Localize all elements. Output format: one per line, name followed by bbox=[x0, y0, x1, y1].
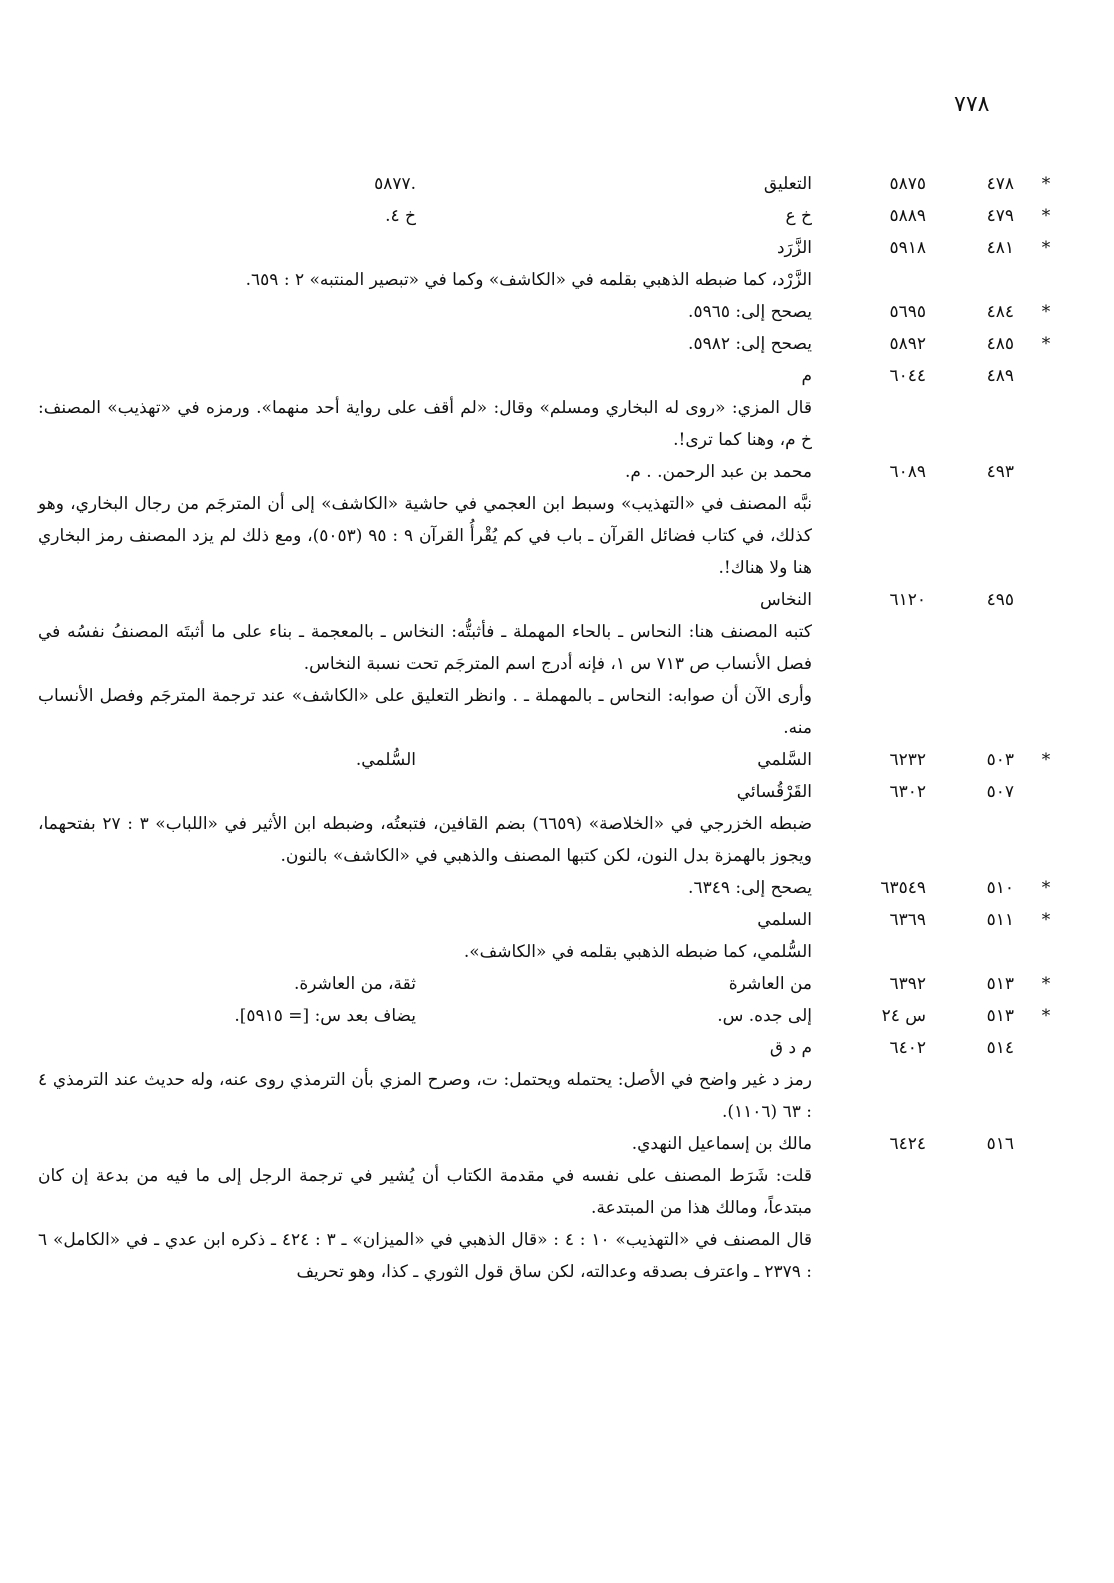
entry-ref: ٥٩١٨ bbox=[889, 238, 926, 258]
entry-src: مالك بن إسماعيل النهدي. bbox=[631, 1134, 812, 1154]
entry-star: * bbox=[1041, 302, 1051, 322]
entry-row bbox=[38, 360, 1058, 392]
entry-star: * bbox=[1041, 1006, 1051, 1026]
entry-row bbox=[38, 776, 1058, 808]
entry-ref: ٥٦٩٥ bbox=[889, 302, 926, 322]
entry-ref: ٦٣٠٢ bbox=[889, 782, 926, 802]
entry-note: رمز د غير واضح في الأصل: يحتمله ويحتمل: ت، وصرح المزي بأن الترمذي روى عنه، وله حديث عند الترمذي ٤ : ٦٣ (١١٠٦). bbox=[38, 1070, 812, 1122]
entry-ref: ٦٠٤٤ bbox=[889, 366, 926, 386]
entry-row bbox=[38, 232, 1058, 264]
entry-star: * bbox=[1041, 238, 1051, 258]
entry-ref: ٦١٢٠ bbox=[889, 590, 926, 610]
entry-corr: يضاف بعد س: [= ٥٩١٥]. bbox=[234, 1006, 416, 1026]
entry-src: يصحح إلى: ٥٩٨٢. bbox=[688, 334, 812, 354]
entry-star: * bbox=[1041, 878, 1051, 898]
entry-src: م د ق bbox=[769, 1038, 812, 1058]
entry-src: يصحح إلى: ٥٩٦٥. bbox=[688, 302, 812, 322]
entry-num: ٤٧٩ bbox=[986, 206, 1014, 226]
entry-note: ضبطه الخزرجي في «الخلاصة» (٦٦٥٩) بضم القافين، فتبعتُه، وضبطه ابن الأثير في «اللباب» ٣ : ٢٧ بفتحهما، ويجوز بالهمزة بدل النون، لكن كتبها المصنف والذهبي في «الكاشف» بالنون. bbox=[38, 814, 812, 866]
entry-row bbox=[38, 904, 1058, 936]
entry-src: يصحح إلى: ٦٣٤٩. bbox=[688, 878, 812, 898]
entry-src: محمد بن عبد الرحمن. . م. bbox=[624, 462, 812, 482]
entry-star: * bbox=[1041, 206, 1051, 226]
entry-num: ٥١١ bbox=[986, 910, 1014, 930]
entry-src: خ ع bbox=[785, 206, 812, 226]
entry-src: السلمي bbox=[757, 910, 812, 930]
entry-ref: ٥٨٩٢ bbox=[889, 334, 926, 354]
entry-row bbox=[38, 872, 1058, 904]
entry-num: ٥١٠ bbox=[986, 878, 1014, 898]
entry-row bbox=[38, 168, 1058, 200]
entry-num: ٤٨١ bbox=[986, 238, 1014, 258]
entry-src: م bbox=[801, 366, 812, 386]
entry-row bbox=[38, 200, 1058, 232]
entry-num: ٥١٦ bbox=[986, 1134, 1014, 1154]
entry-ref: ٦٣٦٩ bbox=[889, 910, 926, 930]
entry-note: وأرى الآن أن صوابه: النحاس ـ بالمهملة ـ . وانظر التعليق على «الكاشف» عند ترجمة المترجَم وفصل الأنساب منه. bbox=[38, 686, 812, 738]
entry-ref: ٥٨٧٥ bbox=[889, 174, 926, 194]
entry-star: * bbox=[1041, 334, 1051, 354]
entry-row bbox=[38, 1032, 1058, 1064]
entry-src: النخاس bbox=[760, 590, 812, 610]
entry-ref: ٦٤٠٢ bbox=[889, 1038, 926, 1058]
entry-num: ٥١٤ bbox=[986, 1038, 1014, 1058]
entry-num: ٤٧٨ bbox=[986, 174, 1014, 194]
entry-src: السَّلمي bbox=[757, 750, 812, 770]
entry-num: ٥٠٣ bbox=[986, 750, 1014, 770]
entry-num: ٤٨٩ bbox=[986, 366, 1014, 386]
entry-ref: س ٢٤ bbox=[881, 1006, 926, 1026]
entry-num: ٥٠٧ bbox=[986, 782, 1014, 802]
entry-num: ٤٩٣ bbox=[986, 462, 1014, 482]
entry-star: * bbox=[1041, 174, 1051, 194]
entry-note: قال المصنف في «التهذيب» ١٠ : ٤ : «قال الذهبي في «الميزان» ـ ٣ : ٤٢٤ ـ ذكره ابن عدي ـ في «الكامل» ٦ : ٢٣٧٩ ـ واعترف بصدقه وعدالته، لكن ساق قول الثوري ـ كذا، وهو تحريف bbox=[38, 1230, 813, 1282]
entry-ref: ٦٤٢٤ bbox=[889, 1134, 926, 1154]
entry-corr: خ ٤. bbox=[385, 206, 416, 226]
entry-src: القَرْقُسائي bbox=[736, 782, 812, 802]
entry-row bbox=[38, 584, 1058, 616]
entry-ref: ٦٣٩٢ bbox=[889, 974, 926, 994]
entry-num: ٥١٣ bbox=[986, 974, 1014, 994]
entry-corr: ثقة، من العاشرة. bbox=[293, 974, 416, 994]
entry-ref: ٥٨٨٩ bbox=[889, 206, 926, 226]
entry-row bbox=[38, 968, 1058, 1000]
entries-list bbox=[38, 168, 1058, 1288]
entry-num: ٤٨٤ bbox=[986, 302, 1014, 322]
entry-num: ٤٩٥ bbox=[986, 590, 1014, 610]
entry-ref: ٦٢٣٢ bbox=[889, 750, 926, 770]
entry-src: إلى جده. س. bbox=[717, 1006, 812, 1026]
entry-ref: ٦٣٥٤٩ bbox=[880, 878, 926, 898]
entry-row bbox=[38, 456, 1058, 488]
entry-star: * bbox=[1041, 910, 1051, 930]
entry-star: * bbox=[1041, 750, 1051, 770]
entry-src: من العاشرة bbox=[728, 974, 812, 994]
entry-note: كتبه المصنف هنا: النحاس ـ بالحاء المهملة ـ فأثبتُّه: النخاس ـ بالمعجمة ـ بناء على ما أثبتَه المصنفُ نفسُه في فصل الأنساب ص ٧١٣ س ١، فإنه أدرج اسم المترجَم تحت نسبة النخاس. bbox=[38, 622, 812, 674]
entry-note: قال المزي: «روى له البخاري ومسلم» وقال: «لم أقف على رواية أحد منهما». ورمزه في «تهذيب» المصنف: خ م، وهنا كما ترى!. bbox=[38, 398, 812, 450]
entry-row bbox=[38, 328, 1058, 360]
entry-row bbox=[38, 1128, 1058, 1160]
entry-src: التعليق bbox=[763, 174, 812, 194]
entry-src: الزَّرَد bbox=[776, 238, 812, 258]
entry-note: قلت: شَرَط المصنف على نفسه في مقدمة الكتاب أن يُشير في ترجمة الرجل إلى ما فيه من بدعة إن كان مبتدعاً، ومالك هذا من المبتدعة. bbox=[38, 1166, 812, 1218]
entry-num: ٤٨٥ bbox=[986, 334, 1014, 354]
entry-note: نبَّه المصنف في «التهذيب» وسبط ابن العجمي في حاشية «الكاشف» إلى أن المترجَم من رجال البخاري، وهو كذلك، في كتاب فضائل القرآن ـ باب في كم يُقْرأُ القرآن ٩ : ٩٥ (٥٠٥٣)، ومع ذلك لم يزد المصنف رمز البخاري هنا ولا هناك!. bbox=[38, 494, 812, 578]
entry-star: * bbox=[1041, 974, 1051, 994]
entry-corr: .٥٨٧٧ bbox=[374, 174, 416, 194]
page-number: ٧٧٨ bbox=[954, 92, 990, 117]
entry-ref: ٦٠٨٩ bbox=[889, 462, 926, 482]
entry-note: السُّلمي، كما ضبطه الذهبي بقلمه في «الكاشف». bbox=[463, 942, 812, 962]
entry-corr: السُّلمي. bbox=[355, 750, 416, 770]
entry-row bbox=[38, 744, 1058, 776]
entry-row bbox=[38, 1000, 1058, 1032]
entry-note: الزَّرْد، كما ضبطه الذهبي بقلمه في «الكاشف» وكما في «تبصير المنتبه» ٢ : ٦٥٩. bbox=[245, 270, 812, 290]
entry-row bbox=[38, 296, 1058, 328]
entry-num: ٥١٣ bbox=[986, 1006, 1014, 1026]
